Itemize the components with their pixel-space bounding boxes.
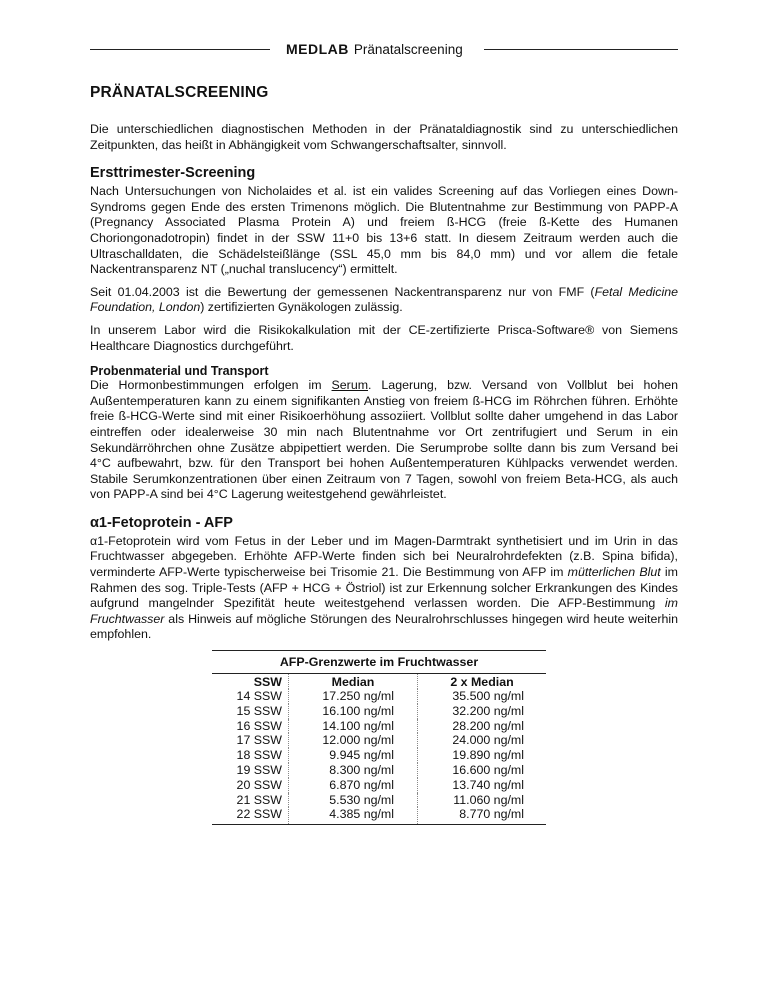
cell-2x-median: 8.770 ng/ml	[459, 807, 524, 822]
header-rule-left	[90, 49, 270, 50]
cell-median: 14.100 ng/ml	[289, 719, 418, 734]
header-rule-right	[484, 49, 678, 50]
header-brand	[286, 40, 463, 59]
medlab-logo: MEDLAB	[286, 41, 349, 57]
cell-2x-median: 24.000 ng/ml	[452, 733, 524, 748]
page-title: PRÄNATALSCREENING	[90, 84, 269, 101]
cell-2x-median: 13.740 ng/ml	[452, 777, 524, 792]
ets-paragraph-1: Nach Untersuchungen von Nicholaides et al. ist ein valides Screening auf das Vorliegen eines Down-Syndroms gegen Ende des ersten Trimenons möglich. Die Blutentnahme zur Bestimmung von PAPP-A (Pregnancy Associated Plasma Protein A) und freiem ß-HCG (freie ß-Kette des Humanen Choriongonadotropin) findet in der SSW 11+0 bis 13+6 statt. In diesem Zeitraum werden auch die Ultraschalldaten, die Schädelsteißlänge (SSL 45,0 mm bis 84,0 mm) und vor allem die fetale Nackentransparenz NT („nuchal translucency“) ermittelt.	[90, 184, 678, 277]
document-body	[90, 84, 678, 825]
ets-p2-text-b: ) zertifizierten Gynäkologen zulässig.	[200, 300, 403, 315]
cell-ssw: 19 SSW	[212, 763, 289, 778]
cell-median: 6.870 ng/ml	[289, 778, 418, 793]
table-row	[212, 689, 546, 704]
cell-median: 9.945 ng/ml	[289, 748, 418, 763]
afp-text-a: α1-Fetoprotein wird vom Fetus in der Leber und im Magen-Darmtrakt synthetisiert und im Urin in das Fruchtwasser abgegeben. Erhöhte AFP-Werte finden sich bei Neuralrohrdefekten (z.B. Spina bifida), verminderte AFP-Werte typischerweise bei Trisomie 21. Die Bestimmung von AFP im	[90, 533, 678, 580]
cell-median: 8.300 ng/ml	[289, 763, 418, 778]
table-row	[212, 778, 546, 793]
probe-text-a: Die Hormonbestimmungen erfolgen im	[90, 378, 332, 393]
probe-paragraph	[90, 378, 678, 503]
table-header-row	[212, 674, 546, 689]
cell-2x-median: 32.200 ng/ml	[452, 703, 524, 718]
afp-paragraph	[90, 534, 678, 643]
afp-table-title: AFP-Grenzwerte im Fruchtwasser	[212, 650, 546, 674]
cell-2x-median: 16.600 ng/ml	[452, 763, 524, 778]
afp-table	[212, 650, 546, 825]
cell-median: 17.250 ng/ml	[289, 689, 418, 704]
ets-p2-italic: Fetal Medicine Foundation, London	[90, 284, 679, 315]
cell-ssw: 22 SSW	[212, 807, 289, 824]
table-row	[212, 733, 546, 748]
cell-median: 12.000 ng/ml	[289, 733, 418, 748]
table-row	[212, 719, 546, 734]
intro-paragraph: Die unterschiedlichen diagnostischen Methoden in der Pränataldiagnostik sind zu unterschiedlichen Zeitpunkten, das heißt in Abhängigkeit vom Schwangerschaftsalter, sinnvoll.	[90, 122, 678, 152]
cell-ssw: 18 SSW	[212, 748, 289, 763]
table-row	[212, 807, 546, 824]
ets-heading: Ersttrimester-Screening	[90, 165, 256, 182]
cell-2x-median: 11.060 ng/ml	[453, 792, 524, 807]
ets-paragraph-3: In unserem Labor wird die Risikokalkulation mit der CE-zertifizierte Prisca-Software® von Siemens Healthcare Diagnostics durchgeführt.	[90, 322, 678, 353]
probe-text-b: . Lagerung, bzw. Versand von Vollblut bei hohen Außentemperaturen kann zu einem signifikanten Anstieg von freiem ß-HCG im Röhrchen führen. Erhöhte freie ß-HCG-Werte sind mit einer Risikoerhöhung assoziiert. Vollblut sollte daher umgehend in das Labor eintreffen oder idealerweise 30 min nach Blutentnahme vor Ort zentrifugiert und Serum in ein Sekundärröhrchen ohne Zusätze abpipettiert werden. Die Serumprobe sollte dann bis zum Versand bei 4°C aufbewahrt, bzw. für den Transport bei hohen Außentemperaturen Kühlpacks verwendet werden. Stabile Serumkonzentrationen über einen Zeitraum von 7 Tagen, sowohl von freiem Beta-HCG, als auch von PAPP-A sind bei 4°C Lagerung weitestgehend gewährleistet.	[90, 378, 678, 502]
table-row	[212, 748, 546, 763]
afp-values-table	[212, 674, 546, 825]
afp-text-c: als Hinweis auf mögliche Störungen des Neuralrohrschlusses hingegen wird heute weiterhin empfohlen.	[90, 611, 678, 642]
ets-p2-text-a: Seit 01.04.2003 ist die Bewertung der gemessenen Nackentransparenz nur von FMF (	[90, 284, 595, 299]
afp-heading: α1-Fetoprotein - AFP	[90, 514, 233, 531]
cell-2x-median: 35.500 ng/ml	[452, 689, 524, 704]
cell-2x-median: 28.200 ng/ml	[452, 718, 524, 733]
cell-ssw: 15 SSW	[212, 704, 289, 719]
header-ssw: SSW	[212, 674, 289, 689]
table-row	[212, 793, 546, 808]
cell-ssw: 17 SSW	[212, 733, 289, 748]
afp-italic-1: mütterlichen Blut	[567, 565, 661, 580]
cell-2x-median: 19.890 ng/ml	[452, 748, 524, 763]
table-row	[212, 704, 546, 719]
header-subtitle: Pränatalscreening	[353, 42, 463, 57]
header-2x-median: 2 x Median	[450, 675, 514, 690]
probe-underline: Serum	[331, 378, 369, 393]
probe-heading: Probenmaterial und Transport	[90, 364, 269, 379]
cell-ssw: 20 SSW	[212, 778, 289, 793]
cell-median: 4.385 ng/ml	[289, 807, 418, 824]
cell-ssw: 21 SSW	[212, 793, 289, 808]
cell-median: 16.100 ng/ml	[289, 704, 418, 719]
cell-median: 5.530 ng/ml	[289, 793, 418, 808]
afp-italic-2: im Fruchtwasser	[90, 596, 678, 626]
cell-ssw: 14 SSW	[212, 689, 289, 704]
ets-paragraph-2	[90, 285, 678, 316]
cell-ssw: 16 SSW	[212, 719, 289, 734]
afp-text-b: im Rahmen des sog. Triple-Tests (AFP + HCG + Östriol) ist zur Erkennung solcher Erkrankungen des Kindes aufgrund mangelnder Spezifität heute weitestgehend verlassen worden. Die AFP-Bestimmung	[90, 565, 678, 611]
table-row	[212, 763, 546, 778]
page-header	[90, 38, 678, 62]
header-median: Median	[289, 674, 418, 689]
